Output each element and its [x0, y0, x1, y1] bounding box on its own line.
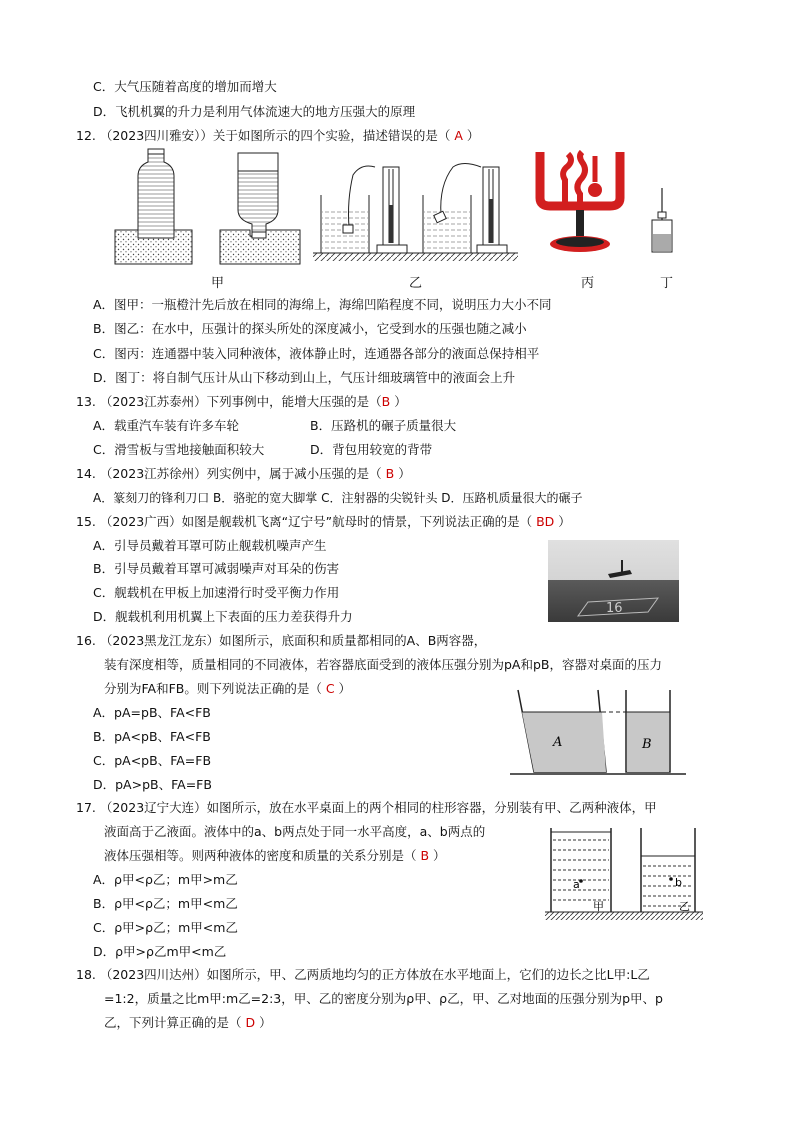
answer-17: B — [420, 848, 430, 863]
figure-label-yi: 乙 — [409, 276, 423, 291]
question-17-line3: 液体压强相等。则两种液体的密度和质量的关系分别是（ B ） — [104, 848, 446, 863]
question-17-line1: 17. （2023辽宁大连）如图所示，放在水平桌面上的两个相同的柱形容器，分别装有甲、乙两种液体，甲 — [76, 800, 657, 815]
question-17-line2: 液面高于乙液面。液体中的a、b两点处于同一水平高度，a、b两点的 — [104, 824, 486, 839]
answer-15: BD — [536, 514, 555, 529]
question-17-option-d: D．ρ甲>ρ乙m甲<m乙 — [93, 944, 227, 959]
container-a-label: A — [553, 735, 563, 750]
figure-jia-bottles — [112, 148, 302, 266]
question-16-option-c: C．pA<pB、FA=FB — [93, 753, 212, 768]
figure-containers-ab — [508, 688, 688, 780]
question-17-option-b: B．ρ甲<ρ乙；m甲<m乙 — [93, 896, 238, 911]
question-12-option-a: A．图甲：一瓶橙汁先后放在相同的海绵上，海绵凹陷程度不同，说明压力大小不同 — [93, 297, 552, 312]
question-18-line2: =1:2，质量之比m甲:m乙=2:3，甲、乙的密度分别为ρ甲、ρ乙，甲、乙对地面的压强分别为p甲、p — [104, 991, 663, 1006]
deck-number: 16 — [606, 601, 623, 616]
question-13-option-c: C．滑雪板与雪地接触面积较大 — [93, 442, 265, 457]
question-18-line1: 18. （2023四川达州）如图所示，甲、乙两质地均匀的正方体放在水平地面上，它们的边长之比L甲:L乙 — [76, 967, 650, 982]
question-16-option-b: B．pA<pB、FA<FB — [93, 729, 211, 744]
question-16-option-a: A．pA=pB、FA<FB — [93, 705, 211, 720]
question-16-line3: 分别为FA和FB。则下列说法正确的是（ C ） — [104, 681, 352, 696]
answer-16: C — [325, 681, 335, 696]
question-13-option-a: A．载重汽车装有许多车轮 — [93, 418, 240, 433]
question-14-options: A．篆刻刀的锋利刀口 B．骆驼的宽大脚掌 C．注射器的尖锐针头 D．压路机质量很大的碾子 — [93, 491, 583, 505]
question-16-option-d: D．pA>pB、FA=FB — [93, 777, 212, 792]
question-15-option-c: C．舰载机在甲板上加速滑行时受平衡力作用 — [93, 585, 340, 600]
liquid-yi-label: 乙 — [679, 900, 690, 913]
question-16-line1: 16. （2023黑龙江龙东）如图所示，底面积和质量都相同的A、B两容器， — [76, 633, 487, 648]
question-14-stem: 14. （2023江苏徐州）列实例中，属于减小压强的是（ B ） — [76, 466, 411, 481]
point-b-label: b — [675, 876, 682, 889]
question-13-option-b: B．压路机的碾子质量很大 — [310, 418, 457, 433]
question-17-option-a: A．ρ甲<ρ乙；m甲>m乙 — [93, 872, 238, 887]
figure-ding-barometer — [648, 186, 676, 256]
question-13-option-d: D．背包用较宽的背带 — [310, 442, 433, 457]
figure-label-ding: 丁 — [660, 276, 674, 291]
question-12-option-c: C．图丙：连通器中装入同种液体，液体静止时，连通器各部分的液面总保持相平 — [93, 346, 540, 361]
point-a-label: a — [573, 878, 580, 891]
figure-label-bing: 丙 — [581, 276, 595, 291]
answer-14: B — [385, 466, 395, 481]
figure-yi-pressure-gauges — [313, 155, 518, 265]
container-b-label: B — [642, 737, 652, 752]
question-15-stem: 15. （2023广西）如图是舰载机飞离“辽宁号”航母时的情景，下列说法正确的是（ BD ） — [76, 514, 571, 529]
figure-label-jia: 甲 — [211, 276, 225, 291]
question-15-option-d: D．舰载机利用机翼上下表面的压力差获得升力 — [93, 609, 353, 624]
liquid-jia-label: 甲 — [593, 900, 604, 913]
option-c-prev: C．大气压随着高度的增加而增大 — [93, 79, 277, 94]
answer-18: D — [245, 1015, 256, 1030]
question-12-option-b: B．图乙：在水中，压强计的探头所处的深度减小，它受到水的压强也随之减小 — [93, 321, 527, 336]
question-18-line3: 乙，下列计算正确的是（ D ） — [104, 1015, 272, 1030]
question-12-stem: 12. （2023四川雅安））关于如图所示的四个实验，描述错误的是（ A ） — [76, 128, 480, 143]
answer-12: A — [454, 128, 463, 143]
figure-containers-jia-yi — [545, 826, 703, 924]
question-15-option-a: A．引导员戴着耳罩可防止舰载机噪声产生 — [93, 538, 327, 553]
question-17-option-c: C．ρ甲>ρ乙；m甲<m乙 — [93, 920, 238, 935]
figure-bing-connected-vessel — [530, 150, 630, 258]
carrier-photo — [548, 540, 679, 622]
question-16-line2: 装有深度相等，质量相同的不同液体，若容器底面受到的液体压强分别为pA和pB，容器对桌面的压力 — [104, 657, 662, 672]
answer-13: B — [381, 394, 391, 409]
question-13-stem: 13. （2023江苏泰州）下列事例中，能增大压强的是（B ） — [76, 394, 407, 409]
question-12-option-d: D．图丁：将自制气压计从山下移动到山上，气压计细玻璃管中的液面会上升 — [93, 370, 516, 385]
question-15-option-b: B．引导员戴着耳罩可减弱噪声对耳朵的伤害 — [93, 561, 340, 576]
option-d-prev: D．飞机机翼的升力是利用气体流速大的地方压强大的原理 — [93, 104, 416, 119]
